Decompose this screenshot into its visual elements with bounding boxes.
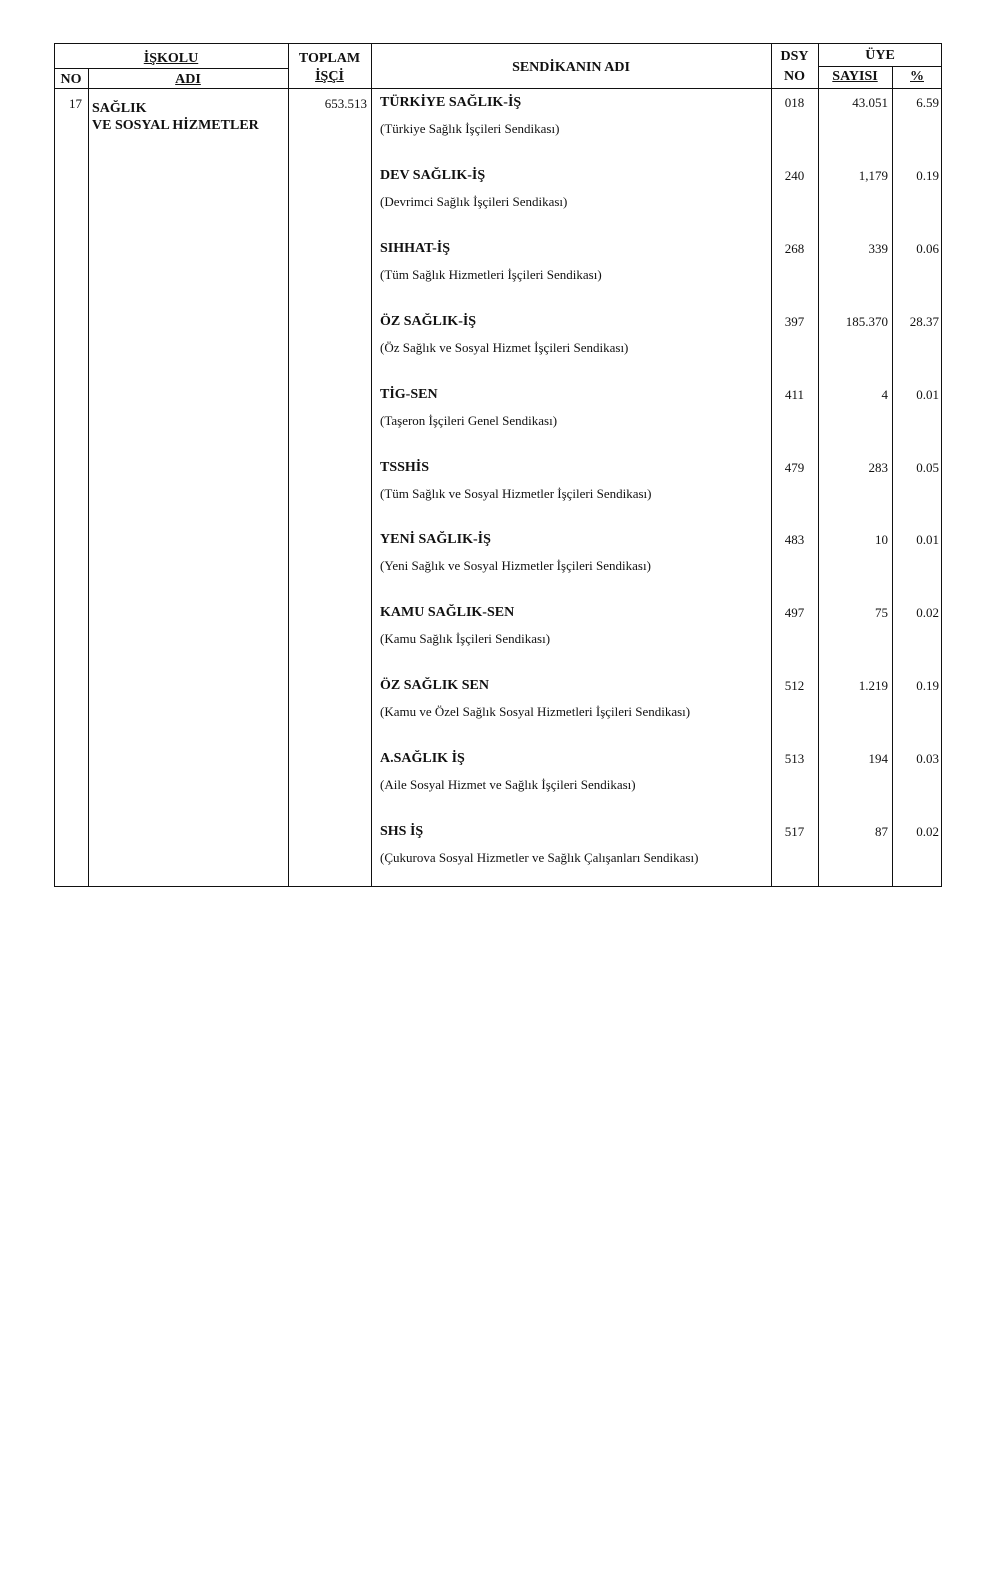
- header-yuzde: %: [910, 69, 924, 84]
- union-dsy-no: 240: [784, 168, 805, 183]
- header-dsy: DSY: [780, 49, 809, 64]
- union-name: DEV SAĞLIK-İŞ: [380, 168, 486, 183]
- header-bottom-line: [54, 88, 942, 89]
- union-name: SHS İŞ: [380, 824, 424, 839]
- union-member-percent: 0.01: [916, 532, 939, 547]
- union-name: TÜRKİYE SAĞLIK-İŞ: [380, 95, 522, 110]
- union-member-percent: 6.59: [916, 95, 939, 110]
- union-name: KAMU SAĞLIK-SEN: [380, 605, 515, 620]
- union-member-count: 10: [875, 532, 888, 547]
- col-divider-adi: [288, 43, 289, 887]
- union-full-name: (Öz Sağlık ve Sosyal Hizmet İşçileri Sendikası): [380, 340, 629, 355]
- union-full-name: (Kamu ve Özel Sağlık Sosyal Hizmetleri İşçileri Sendikası): [380, 704, 691, 719]
- header-toplam: TOPLAM: [298, 51, 361, 66]
- union-full-name: (Taşeron İşçileri Genel Sendikası): [380, 413, 558, 428]
- header-adi: ADI: [175, 72, 201, 87]
- union-dsy-no: 018: [784, 95, 805, 110]
- union-name: ÖZ SAĞLIK-İŞ: [380, 314, 477, 329]
- union-full-name: (Tüm Sağlık Hizmetleri İşçileri Sendikası): [380, 267, 602, 282]
- sector-name-line2: VE SOSYAL HİZMETLER: [92, 118, 259, 133]
- header-sendikanin-adi: SENDİKANIN ADI: [512, 60, 630, 75]
- union-member-count: 194: [868, 751, 888, 766]
- union-name: A.SAĞLIK İŞ: [380, 751, 465, 766]
- union-full-name: (Aile Sosyal Hizmet ve Sağlık İşçileri Sendikası): [380, 777, 636, 792]
- union-full-name: (Yeni Sağlık ve Sosyal Hizmetler İşçileri Sendikası): [380, 558, 651, 573]
- union-full-name: (Kamu Sağlık İşçileri Sendikası): [380, 631, 551, 646]
- union-member-count: 283: [868, 460, 888, 475]
- union-member-percent: 0.02: [916, 605, 939, 620]
- header-isci: İŞÇİ: [315, 69, 344, 84]
- union-name: SIHHAT-İŞ: [380, 241, 451, 256]
- union-member-percent: 0.06: [916, 241, 939, 256]
- union-member-percent: 28.37: [909, 314, 939, 329]
- union-member-count: 1,179: [858, 168, 888, 183]
- sector-toplam: 653.513: [324, 96, 367, 111]
- union-dsy-no: 513: [784, 751, 805, 766]
- union-full-name: (Devrimci Sağlık İşçileri Sendikası): [380, 194, 568, 209]
- union-member-percent: 0.19: [916, 168, 939, 183]
- union-dsy-no: 397: [784, 314, 805, 329]
- union-member-count: 1.219: [858, 678, 888, 693]
- union-member-count: 43.051: [852, 95, 888, 110]
- header-sayisi: SAYISI: [832, 69, 878, 84]
- union-dsy-no: 411: [784, 387, 805, 402]
- union-member-count: 185.370: [845, 314, 888, 329]
- union-member-percent: 0.01: [916, 387, 939, 402]
- header-uye: ÜYE: [865, 48, 895, 63]
- union-dsy-no: 497: [784, 605, 805, 620]
- col-divider-toplam: [371, 43, 372, 887]
- header-no: NO: [60, 72, 82, 87]
- union-full-name: (Çukurova Sosyal Hizmetler ve Sağlık Çalışanları Sendikası): [380, 850, 699, 865]
- union-name: TİG-SEN: [380, 387, 438, 402]
- union-member-percent: 0.19: [916, 678, 939, 693]
- sector-no: 17: [69, 96, 82, 111]
- union-name: ÖZ SAĞLIK SEN: [380, 678, 489, 693]
- union-member-count: 339: [868, 241, 888, 256]
- union-name: TSSHİS: [380, 460, 430, 475]
- union-member-count: 87: [875, 824, 888, 839]
- union-dsy-no: 512: [784, 678, 805, 693]
- union-full-name: (Türkiye Sağlık İşçileri Sendikası): [380, 121, 560, 136]
- header-subline-uye: [818, 66, 942, 67]
- union-member-count: 4: [881, 387, 888, 402]
- union-dsy-no: 517: [784, 824, 805, 839]
- union-member-count: 75: [875, 605, 888, 620]
- union-member-percent: 0.05: [916, 460, 939, 475]
- union-member-percent: 0.03: [916, 751, 939, 766]
- union-full-name: (Tüm Sağlık ve Sosyal Hizmetler İşçileri Sendikası): [380, 486, 652, 501]
- header-iskolu: İŞKOLU: [143, 51, 199, 66]
- col-divider-no: [88, 68, 89, 887]
- union-name: YENİ SAĞLIK-İŞ: [380, 532, 491, 547]
- union-dsy-no: 268: [784, 241, 805, 256]
- header-subline-iskolu: [54, 68, 288, 69]
- header-dsy-no: NO: [784, 69, 805, 84]
- sector-name-line1: SAĞLIK: [92, 101, 147, 116]
- union-dsy-no: 479: [784, 460, 805, 475]
- union-dsy-no: 483: [784, 532, 805, 547]
- union-member-percent: 0.02: [916, 824, 939, 839]
